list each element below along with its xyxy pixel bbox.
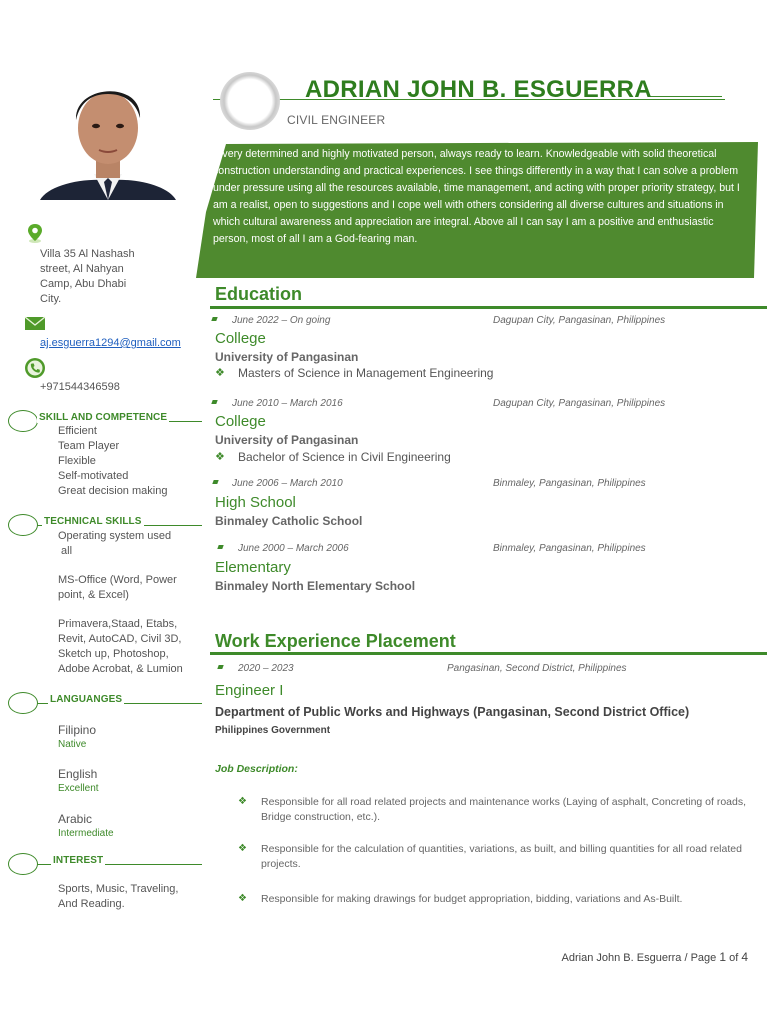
job-description-label: Job Description: [215,763,298,775]
employer-subtitle: Philippines Government [215,725,331,736]
date-marker-icon [217,545,223,549]
responsibility-item: Responsible for making drawings for budget appropriation, bidding, variations and As-Built. [261,893,683,905]
list-item: And Reading. [58,898,125,910]
location-pin-icon [24,222,46,244]
education-date: June 2010 – March 2016 [232,398,343,409]
header-circle-decoration [220,72,280,130]
envelope-icon [24,312,46,334]
list-item: Adobe Acrobat, & Lumion [58,663,183,675]
diamond-bullet-icon: ❖ [238,893,247,904]
education-degree: Bachelor of Science in Civil Engineering [238,450,451,464]
education-school: Binmaley Catholic School [215,514,363,528]
list-item: MS-Office (Word, Power [58,574,177,586]
job-position: Engineer I [215,682,284,699]
list-item: Self-motivated [58,470,129,482]
diamond-bullet-icon: ❖ [238,843,247,854]
technical-title: TECHNICAL SKILLS [44,516,142,527]
diamond-bullet-icon: ❖ [215,367,225,379]
education-place: Dagupan City, Pangasinan, Philippines [493,315,666,326]
employer-name: Department of Public Works and Highways (Pangasinan, Second District Office) [215,705,690,719]
email-link[interactable]: aj.esguerra1294@gmail.com [40,337,181,349]
list-item: all [58,545,73,557]
responsibility-item: Responsible for all road related projects and maintenance works (Laying of asphalt, Concreting of roads, Bridge construction, etc.). [261,796,747,823]
skills-list [58,424,167,499]
education-degree: Masters of Science in Management Engineering [238,366,494,380]
list-item: Operating system used [58,530,172,542]
education-school: University of Pangasinan [215,350,359,364]
interest-title: INTEREST [53,855,104,866]
list-item: Revit, AutoCAD, Civil 3D, [58,633,182,645]
footer-name: Adrian John B. Esguerra [561,952,682,964]
interest-section-header [8,853,202,875]
language-level: Intermediate [58,828,114,839]
technical-list [58,529,183,677]
education-level: College [215,413,266,430]
education-date: June 2022 – On going [232,315,331,326]
profile-photo [38,62,178,200]
language-name: Filipino [58,723,97,737]
list-item: Flexible [58,455,96,467]
skills-title: SKILL AND COMPETENCE [39,412,168,423]
candidate-role: CIVIL ENGINEER [287,113,386,127]
list-item: Primavera,Staad, Etabs, [58,618,178,630]
date-marker-icon [212,480,218,484]
list-item: Sketch up, Photoshop, [58,648,169,660]
language-level: Native [58,739,87,750]
education-place: Binmaley, Pangasinan, Philippines [493,478,646,489]
footer-page-total: 4 [741,950,748,964]
education-level: Elementary [215,559,291,576]
address: Villa 35 Al Nashash street, Al Nahyan Camp, Abu Dhabi City. [40,248,135,305]
education-level: College [215,330,266,347]
date-marker-icon [211,400,217,404]
education-school: University of Pangasinan [215,433,359,447]
work-rule [210,652,767,655]
list-item: Sports, Music, Traveling, [58,883,179,895]
date-marker-icon [217,665,223,669]
footer-page-number: 1 [719,950,727,964]
candidate-name: ADRIAN JOHN B. ESGUERRA [305,76,652,103]
work-place: Pangasinan, Second District, Philippines [447,663,627,674]
language-name: Arabic [58,812,93,826]
education-title: Education [215,284,303,304]
education-rule [210,306,767,309]
education-date: June 2000 – March 2006 [238,543,349,554]
languages-section-header [8,692,202,714]
education-date: June 2006 – March 2010 [232,478,343,489]
education-place: Binmaley, Pangasinan, Philippines [493,543,646,554]
education-level: High School [215,494,296,511]
list-item: Great decision making [58,485,168,497]
list-item: Team Player [58,440,120,452]
education-school: Binmaley North Elementary School [215,579,416,593]
interest-list [58,882,178,912]
language-level: Excellent [58,783,99,794]
language-name: English [58,767,98,781]
languages-title: LANGUANGES [50,694,123,705]
diamond-bullet-icon: ❖ [215,451,225,463]
phone-icon [24,357,46,379]
summary-text: A very determined and highly motivated person, always ready to learn. Knowledgeable with solid theoretical construction understanding and practical experiences. I see things differently in a way that I can solve a problem under pressure using all the resources available, time management, and acting with proper priority strategy, but I am a realist, open to suggestions and I cope well with others considering all diverse cultures and situations in which cultural awareness and appreciation are integral. Above all I can say I am a positive and enthusiastic person, most of all I am a God-fearing man. [213,148,740,245]
phone-number: +971544346598 [40,381,120,393]
list-item: point, & Excel) [58,589,129,601]
responsibility-item: Responsible for the calculation of quantities, variations, as built, and billing quantities for all road related projects. [261,843,742,870]
diamond-bullet-icon: ❖ [238,796,247,807]
footer-page-word: / Page [681,952,720,964]
list-item: Efficient [58,425,97,437]
footer-of-word: of [726,952,742,964]
education-place: Dagupan City, Pangasinan, Philippines [493,398,666,409]
work-title: Work Experience Placement [215,631,456,651]
work-date: 2020 – 2023 [238,663,294,674]
date-marker-icon [211,317,217,321]
page-footer [562,950,748,964]
header-accent-rule [650,96,722,97]
